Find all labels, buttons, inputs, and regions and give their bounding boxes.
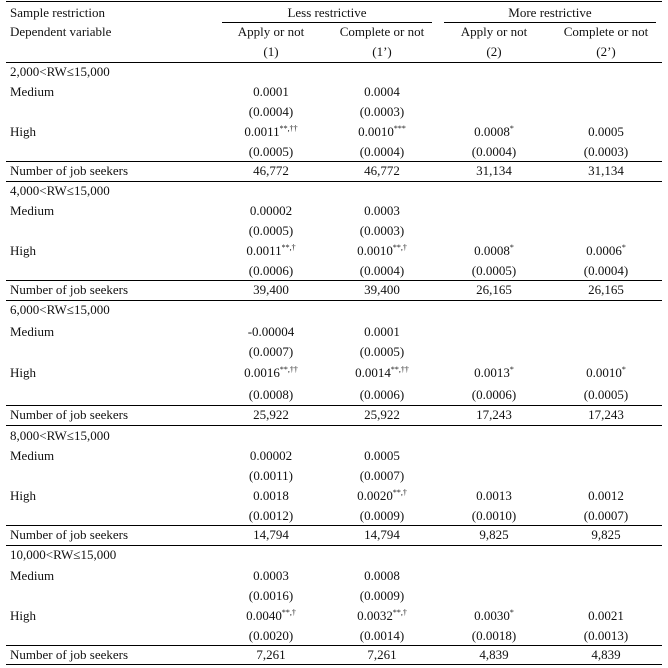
col1-number: (1) [263, 44, 279, 59]
n-label: Number of job seekers [10, 163, 129, 178]
high-coef: 0.0012 [588, 488, 624, 503]
medium-row [6, 566, 662, 586]
header-row-numbers [6, 42, 662, 62]
n-label: Number of job seekers [10, 647, 129, 662]
medium-se: (0.0003) [359, 223, 405, 238]
n-value: 4,839 [591, 647, 621, 662]
n-value: 39,400 [364, 282, 400, 297]
more-restrictive-header: More restrictive [508, 5, 592, 20]
high-coef: 0.0010* [586, 365, 626, 380]
col2-label: Complete or not [339, 24, 425, 39]
high-se: (0.0008) [248, 387, 294, 402]
less-restrictive-header: Less restrictive [287, 5, 367, 20]
n-value: 14,794 [253, 527, 289, 542]
n-row [6, 645, 662, 665]
medium-se: (0.0009) [359, 588, 405, 603]
high-se: (0.0005) [583, 387, 629, 402]
medium-label: Medium [10, 203, 55, 218]
n-value: 39,400 [253, 282, 289, 297]
medium-row [6, 322, 662, 342]
medium-se-row [6, 342, 662, 362]
medium-coef: 0.0003 [364, 203, 400, 218]
n-row [6, 525, 662, 545]
high-coef: 0.0032**,† [357, 608, 407, 623]
panel-title: 6,000<RW≤15,000 [10, 302, 110, 317]
high-coef: 0.0021 [588, 608, 624, 623]
high-se: (0.0009) [359, 508, 405, 523]
panel-title: 10,000<RW≤15,000 [10, 547, 117, 562]
high-label: High [10, 608, 36, 623]
panel-title: 2,000<RW≤15,000 [10, 64, 110, 79]
medium-coef: 0.0001 [364, 324, 400, 339]
high-coef: 0.0040**,† [246, 608, 296, 623]
medium-label: Medium [10, 84, 55, 99]
high-se-row [6, 626, 662, 646]
high-se: (0.0006) [248, 263, 294, 278]
medium-row [6, 82, 662, 102]
n-value: 46,772 [253, 163, 289, 178]
high-se: (0.0003) [583, 144, 629, 159]
high-se-row [6, 261, 662, 281]
high-label: High [10, 365, 36, 380]
high-se: (0.0004) [359, 144, 405, 159]
high-coef: 0.0008* [474, 243, 514, 258]
medium-se: (0.0016) [248, 588, 294, 603]
n-value: 31,134 [476, 163, 512, 178]
n-value: 17,243 [476, 407, 512, 422]
medium-coef: 0.0003 [253, 568, 289, 583]
high-se: (0.0005) [248, 144, 294, 159]
high-se-row [6, 385, 662, 405]
high-coef: 0.0010**,† [357, 243, 407, 258]
sample-restriction-header: Sample restriction [10, 5, 105, 20]
high-coef: 0.0010*** [358, 124, 406, 139]
col4-label: Complete or not [563, 24, 649, 39]
medium-se: (0.0005) [359, 344, 405, 359]
medium-coef: 0.0008 [364, 568, 400, 583]
dependent-variable-header: Dependent variable [10, 24, 112, 39]
medium-coef: -0.00004 [247, 324, 295, 339]
medium-se-row [6, 221, 662, 241]
bottom-rule [6, 664, 662, 665]
high-se: (0.0012) [248, 508, 294, 523]
high-se: (0.0005) [471, 263, 517, 278]
high-se: (0.0014) [359, 628, 405, 643]
n-value: 4,839 [479, 647, 509, 662]
high-label: High [10, 124, 36, 139]
high-row [6, 606, 662, 626]
high-se: (0.0007) [583, 508, 629, 523]
n-value: 14,794 [364, 527, 400, 542]
col4-number: (2’) [596, 44, 616, 59]
medium-se: (0.0007) [248, 344, 294, 359]
medium-se: (0.0005) [248, 223, 294, 238]
high-coef: 0.0014**,†† [355, 365, 409, 380]
medium-se: (0.0003) [359, 104, 405, 119]
n-value: 26,165 [476, 282, 512, 297]
n-value: 31,134 [588, 163, 624, 178]
n-value: 25,922 [253, 407, 289, 422]
n-value: 17,243 [588, 407, 624, 422]
n-label: Number of job seekers [10, 527, 129, 542]
high-coef: 0.0011**,† [246, 243, 296, 258]
top-rule [6, 1, 662, 2]
medium-se-row [6, 586, 662, 606]
medium-coef: 0.0004 [364, 84, 400, 99]
high-coef: 0.0020**,† [357, 488, 407, 503]
high-coef: 0.0008* [474, 124, 514, 139]
high-se: (0.0006) [359, 387, 405, 402]
n-value: 7,261 [367, 647, 397, 662]
medium-se: (0.0011) [249, 468, 293, 483]
col1-label: Apply or not [237, 24, 305, 39]
high-se: (0.0006) [471, 387, 517, 402]
high-coef: 0.0030* [474, 608, 514, 623]
col3-number: (2) [486, 44, 502, 59]
high-se-row [6, 506, 662, 526]
n-value: 25,922 [364, 407, 400, 422]
medium-se: (0.0004) [248, 104, 294, 119]
high-se: (0.0004) [359, 263, 405, 278]
medium-row [6, 201, 662, 221]
high-coef: 0.0018 [253, 488, 289, 503]
n-value: 9,825 [591, 527, 621, 542]
high-se: (0.0013) [583, 628, 629, 643]
high-label: High [10, 243, 36, 258]
col2-number: (1’) [372, 44, 392, 59]
medium-se-row [6, 102, 662, 122]
high-row [6, 363, 662, 383]
n-value: 9,825 [479, 527, 509, 542]
medium-se-row [6, 466, 662, 486]
high-row [6, 486, 662, 506]
medium-coef: 0.0001 [253, 84, 289, 99]
n-row [6, 405, 662, 425]
high-coef: 0.0006* [586, 243, 626, 258]
header-row-groups [6, 3, 662, 23]
header-row-columns [6, 22, 662, 42]
panel-title: 4,000<RW≤15,000 [10, 183, 110, 198]
high-coef: 0.0005 [588, 124, 624, 139]
high-coef: 0.0016**,†† [244, 365, 298, 380]
high-se: (0.0004) [583, 263, 629, 278]
high-coef: 0.0011**,†† [244, 124, 298, 139]
high-row [6, 241, 662, 261]
medium-row [6, 446, 662, 466]
high-se: (0.0018) [471, 628, 517, 643]
high-se: (0.0004) [471, 144, 517, 159]
n-row [6, 280, 662, 300]
medium-label: Medium [10, 568, 55, 583]
high-se-row [6, 142, 662, 162]
col3-label: Apply or not [460, 24, 528, 39]
n-label: Number of job seekers [10, 407, 129, 422]
medium-coef: 0.00002 [249, 203, 293, 218]
medium-se: (0.0007) [359, 468, 405, 483]
high-coef: 0.0013* [474, 365, 514, 380]
high-row [6, 122, 662, 142]
n-value: 7,261 [256, 647, 286, 662]
n-label: Number of job seekers [10, 282, 129, 297]
panel-title: 8,000<RW≤15,000 [10, 428, 110, 443]
n-value: 46,772 [364, 163, 400, 178]
n-row [6, 161, 662, 181]
high-se: (0.0020) [248, 628, 294, 643]
medium-coef: 0.00002 [249, 448, 293, 463]
high-label: High [10, 488, 36, 503]
high-se: (0.0010) [471, 508, 517, 523]
high-coef: 0.0013 [476, 488, 512, 503]
medium-label: Medium [10, 448, 55, 463]
medium-coef: 0.0005 [364, 448, 400, 463]
n-value: 26,165 [588, 282, 624, 297]
medium-label: Medium [10, 324, 55, 339]
